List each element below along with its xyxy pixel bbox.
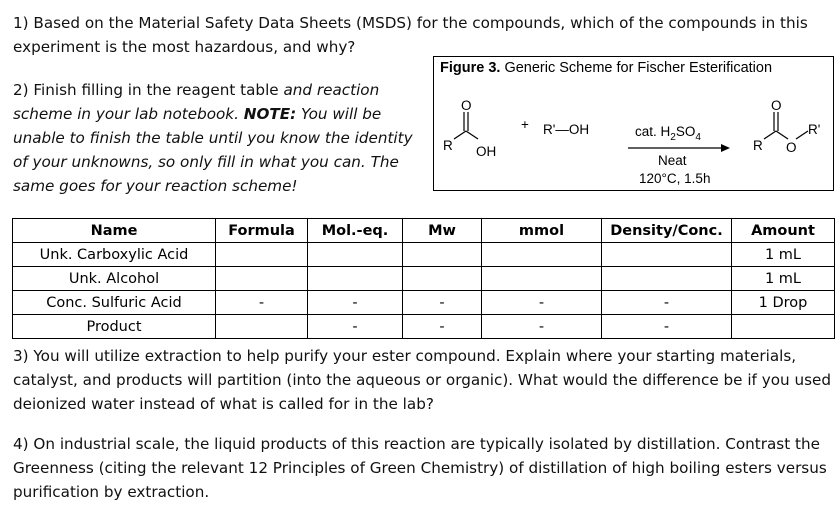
question-3: 3) You will utilize extraction to help purify your ester compound. Explain where your starting materials, catalyst, and products will partition (into the aqueous or organic). What would the difference be if you used deionized water instead of what is called for in the lab? (13, 347, 831, 413)
question-1: 1) Based on the Material Safety Data Sheets (MSDS) for the compounds, which of the compounds in this experiment is the most hazardous, and why? (13, 14, 808, 56)
cell-name: Product (13, 315, 216, 339)
cell-formula (216, 267, 308, 291)
question-2-note: NOTE: (243, 105, 297, 123)
cell-mol-eq (308, 267, 403, 291)
ester-structure (753, 98, 820, 155)
ester-bond-o (776, 131, 788, 139)
cell-mmol: - (482, 291, 602, 315)
ester-bond-r (764, 131, 776, 139)
acid-r-group: R (443, 138, 453, 153)
cell-density (602, 267, 732, 291)
reaction-arrow-head (721, 144, 730, 152)
question-2-intro: 2) Finish filling in the reagent table (13, 81, 284, 99)
catalyst-label: cat. $H_2SO_4$ (635, 124, 701, 143)
cell-density: - (602, 315, 732, 339)
plus-sign: + (521, 117, 529, 132)
question-2 (13, 78, 421, 198)
cell-mw: - (403, 291, 482, 315)
header-formula: Formula (216, 219, 308, 243)
header-name: Name (13, 219, 216, 243)
ester-bridge-o: O (786, 140, 797, 155)
cell-amount: 1 Drop (732, 291, 835, 315)
question-2-rest: You will be unable to finish the table until you know the identity of your unknowns, so only fill in what you can. The same goes for your reaction scheme! (13, 105, 413, 195)
figure-title-text: Generic Scheme for Fischer Esterification (500, 60, 773, 76)
question-4: 4) On industrial scale, the liquid products of this reaction are typically isolated by distillation. Contrast the Greenness (citing the relevant 12 Principles of Green Chemistry) of distillation of high boiling esters versus purification by extraction. (13, 435, 827, 501)
cell-mw: - (403, 315, 482, 339)
reaction-drawing (434, 57, 835, 192)
table-row (13, 315, 835, 339)
table-row (13, 291, 835, 315)
cell-mmol (482, 267, 602, 291)
cell-mw (403, 243, 482, 267)
table-row (13, 243, 835, 267)
cell-formula (216, 243, 308, 267)
cell-formula: - (216, 291, 308, 315)
table-header-row (13, 219, 835, 243)
cell-name: Conc. Sulfuric Acid (13, 291, 216, 315)
cell-mol-eq: - (308, 315, 403, 339)
cell-density (602, 243, 732, 267)
cell-name: Unk. Carboxylic Acid (13, 243, 216, 267)
acid-carbonyl-o: O (461, 98, 472, 113)
carboxylic-acid-structure (443, 98, 496, 159)
ester-bond-r-prime (796, 131, 808, 139)
acid-bond-oh (466, 131, 478, 139)
cell-mmol (482, 243, 602, 267)
solvent-label: Neat (658, 153, 687, 168)
acid-oh-group: OH (476, 144, 497, 159)
header-mmol: mmol (482, 219, 602, 243)
header-mw: Mw (403, 219, 482, 243)
reagent-table (12, 218, 835, 339)
cell-mw (403, 267, 482, 291)
cell-mmol: - (482, 315, 602, 339)
cell-mol-eq: - (308, 291, 403, 315)
header-density: Density/Conc. (602, 219, 732, 243)
question-2-mid: in your lab notebook. (72, 105, 244, 123)
conditions-label: 120°C, 1.5h (639, 171, 711, 186)
cell-name: Unk. Alcohol (13, 267, 216, 291)
question-2-and-reaction: and reaction scheme (13, 81, 380, 123)
cell-formula (216, 315, 308, 339)
header-mol-eq: Mol.-eq. (308, 219, 403, 243)
alcohol-formula: R'—OH (543, 122, 590, 137)
acid-bond-r (454, 131, 466, 139)
fischer-esterification-scheme (433, 56, 834, 191)
table-row (13, 267, 835, 291)
ester-carbonyl-o: O (771, 98, 782, 113)
cell-density: - (602, 291, 732, 315)
ester-r-group: R (753, 138, 763, 153)
cell-amount (732, 315, 835, 339)
header-amount: Amount (732, 219, 835, 243)
cell-amount: 1 mL (732, 243, 835, 267)
cell-mol-eq (308, 243, 403, 267)
figure-label: Figure 3. (440, 60, 501, 76)
cell-amount: 1 mL (732, 267, 835, 291)
ester-r-prime-group: R' (808, 122, 821, 137)
